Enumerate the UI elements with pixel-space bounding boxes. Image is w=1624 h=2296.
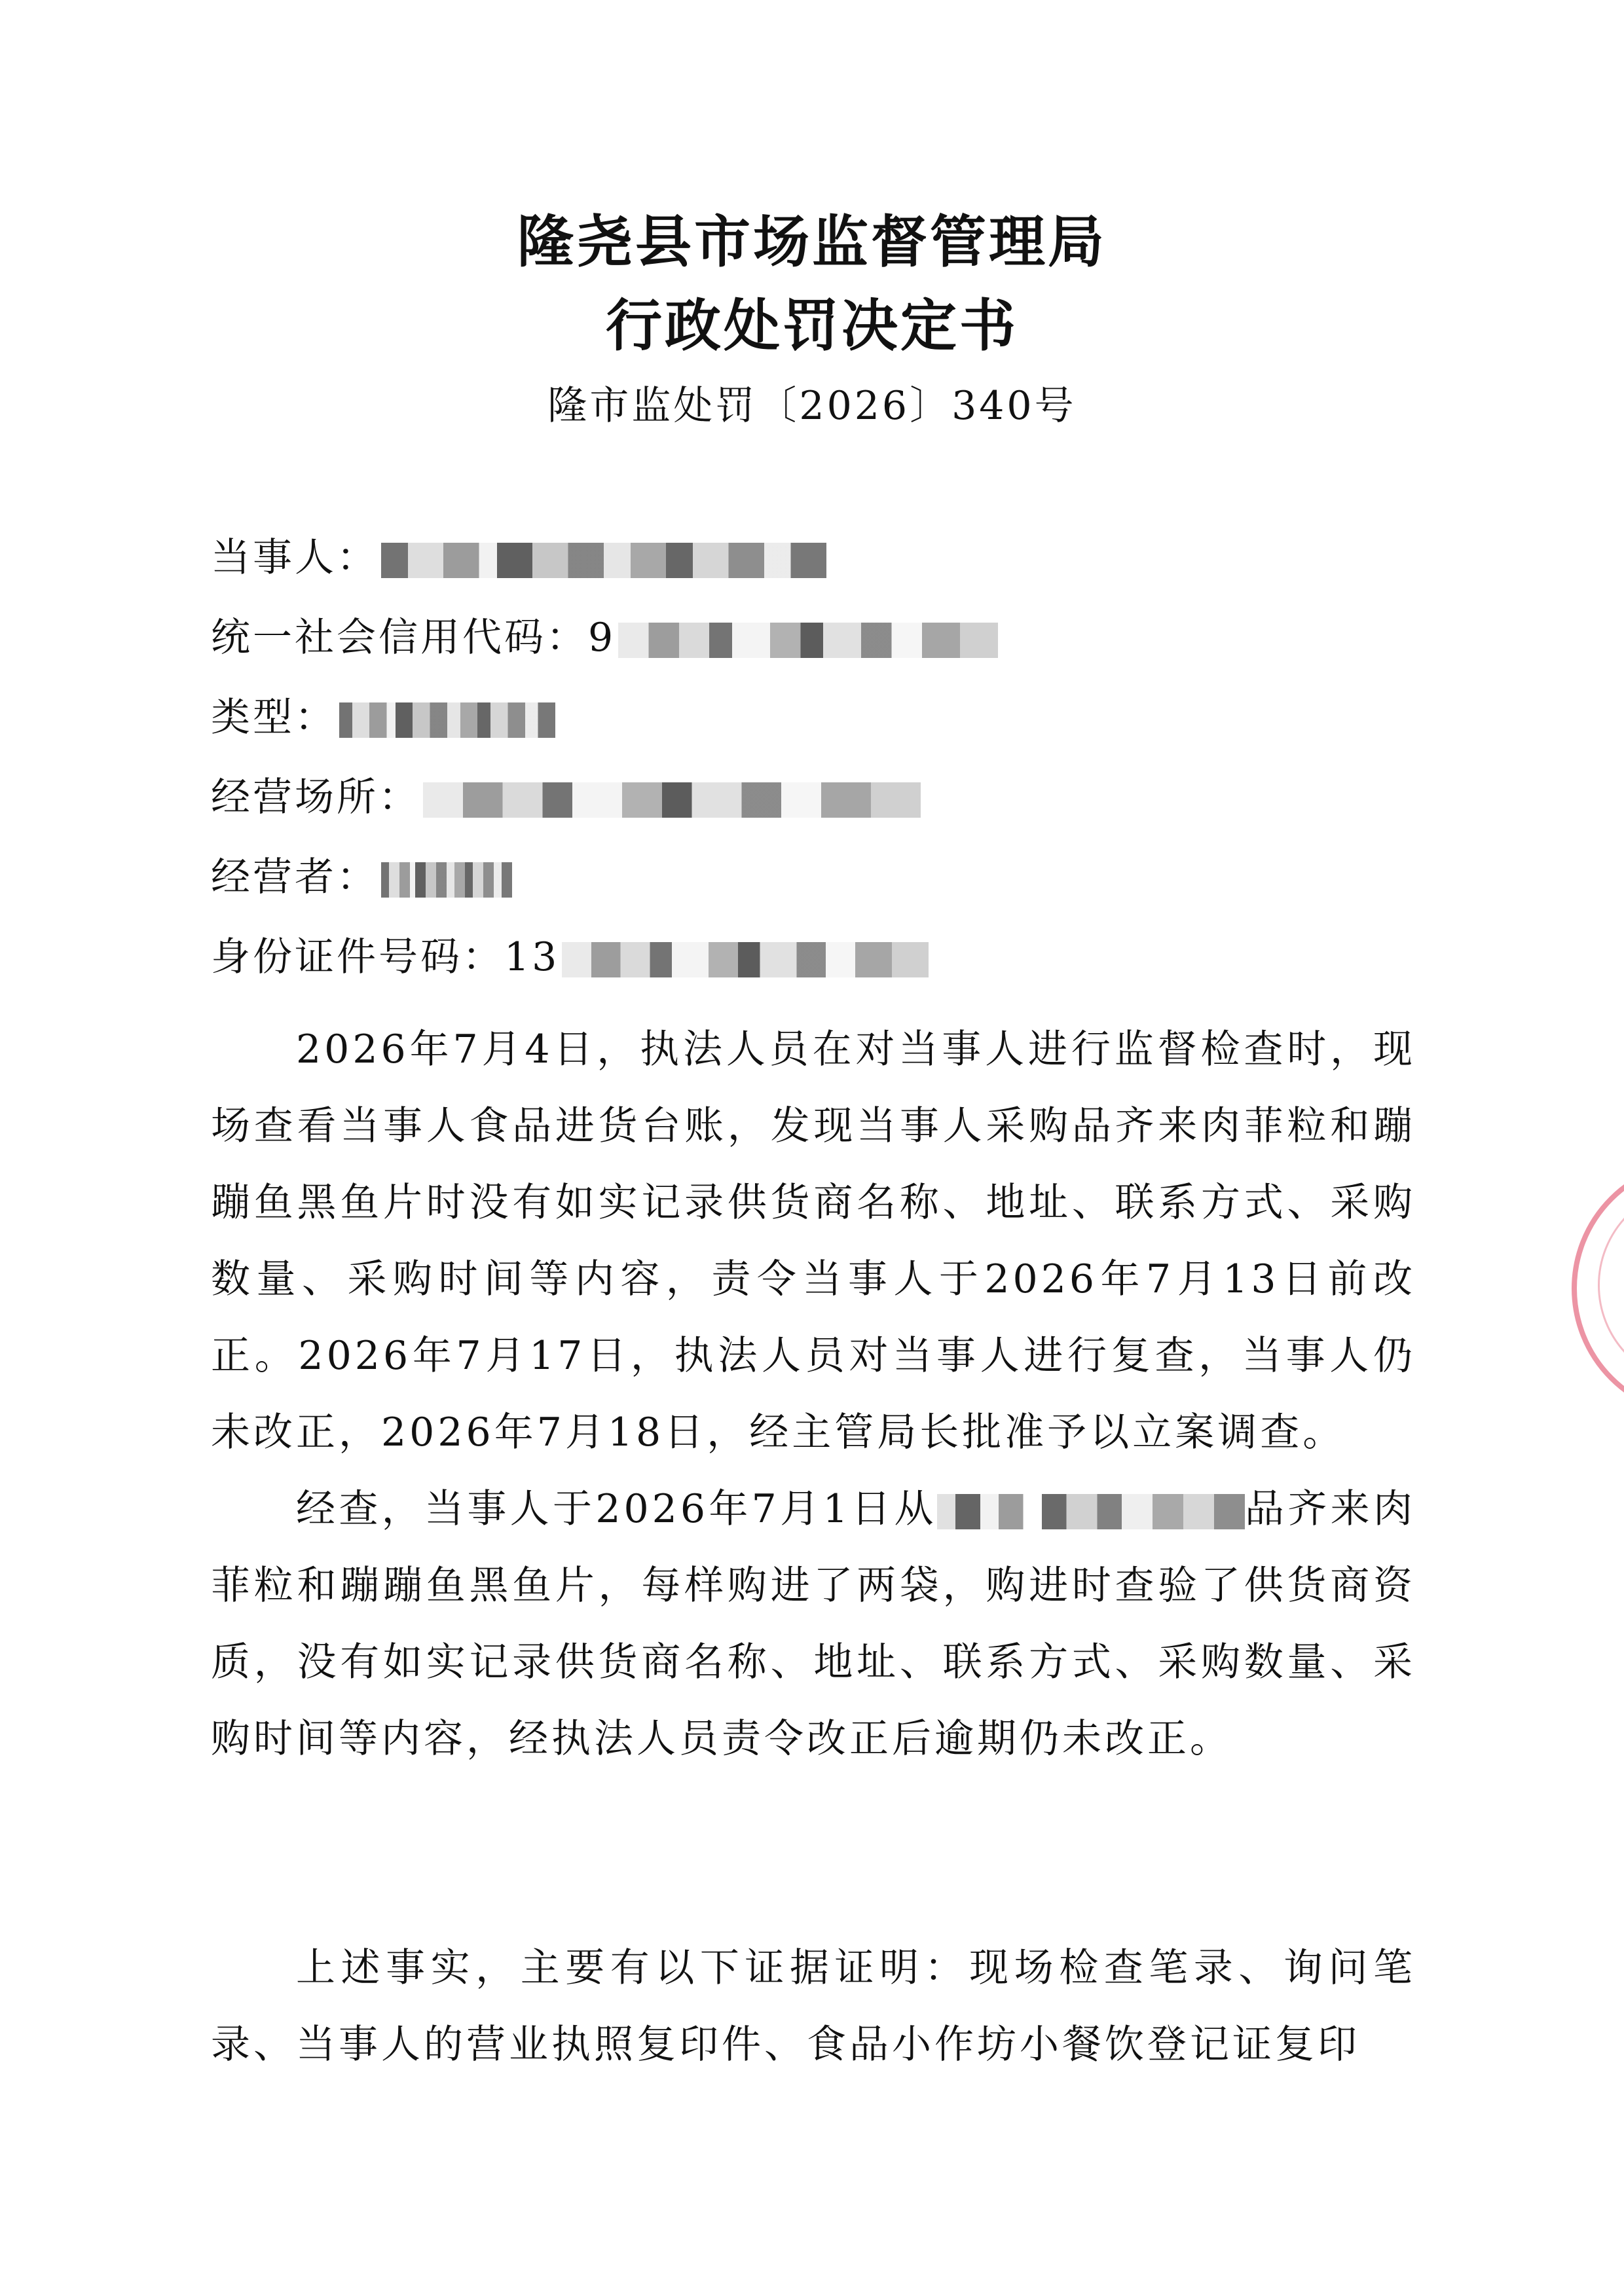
document-type-title: 行政处罚决定书 <box>606 293 1018 359</box>
redacted-credit-code <box>618 623 998 658</box>
business-place-field <box>211 768 921 827</box>
id-number-field <box>211 928 929 987</box>
redacted-id-number <box>562 942 929 977</box>
investigation-text-start: 经查，当事人于2026年7月1日从 <box>296 1486 937 1532</box>
paragraph-evidence: 上述事实，主要有以下证据证明：现场检查笔录、询问笔录、当事人的营业执照复印件、食品小作坊小餐饮登记证复印 <box>211 1945 1416 2068</box>
paragraph-inspection: 2026年7月4日，执法人员在对当事人进行监督检查时，现场查看当事人食品进货台账，发现当事人采购品齐来肉菲粒和蹦蹦鱼黑鱼片时没有如实记录供货商名称、地址、联系方式、采购数量、采购时间等内容，责令当事人于2026年7月13日前改正。2026年7月17日，执法人员对当事人进行复查，当事人仍未改正，2026年7月18日，经主管局长批准予以立案调查。 <box>211 1027 1416 1455</box>
operator-label: 经营者： <box>211 854 378 900</box>
investigation-text-end: 品齐来肉菲粒和蹦蹦鱼黑鱼片，每样购进了两袋，购进时查验了供货商资质，没有如实记录供货商名称、地址、联系方式、采购数量、采购时间等内容，经执法人员责令改正后逾期仍未改正。 <box>211 1486 1416 1762</box>
party-name-field <box>211 528 826 587</box>
redacted-business-place <box>423 782 921 818</box>
redacted-supplier <box>937 1494 1245 1529</box>
agency-title: 隆尧县市场监督管理局 <box>517 210 1107 275</box>
redacted-party-name <box>381 543 826 578</box>
credit-code-label: 统一社会信用代码： <box>211 615 588 661</box>
party-name-label: 当事人： <box>211 535 378 581</box>
document-number: 隆市监处罚〔2026〕340号 <box>547 383 1077 429</box>
business-place-label: 经营场所： <box>211 774 420 820</box>
credit-code-prefix: 9 <box>588 615 616 661</box>
type-label: 类型： <box>211 695 337 740</box>
paragraph-investigation <box>211 1471 1416 1777</box>
type-field <box>211 688 555 747</box>
operator-field <box>211 848 512 907</box>
id-number-label: 身份证件号码： <box>211 934 504 980</box>
redacted-operator <box>381 862 512 898</box>
id-number-prefix: 13 <box>504 934 560 980</box>
credit-code-field <box>211 608 998 667</box>
redacted-type <box>339 702 555 738</box>
